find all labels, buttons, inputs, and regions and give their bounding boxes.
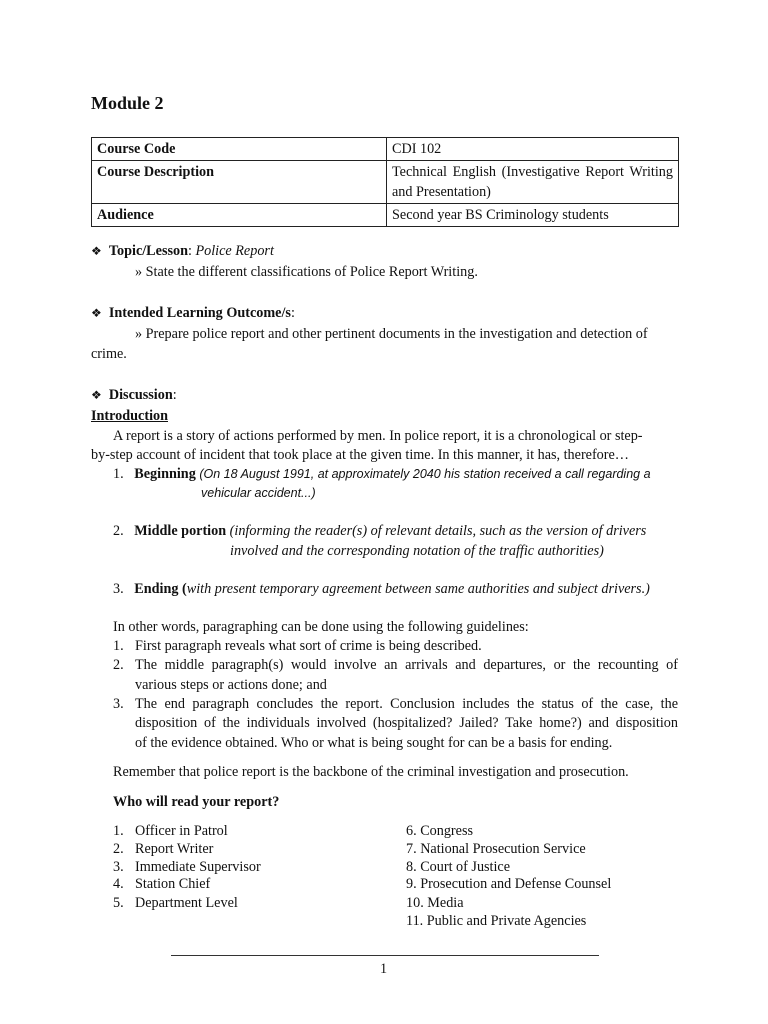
guideline-text: First paragraph reveals what sort of crime is being described. — [135, 638, 482, 654]
diamond-bullet-icon: ❖ — [91, 388, 102, 402]
part-description: (informing the reader(s) of relevant details, such as the version of drivers — [229, 523, 647, 539]
outcome-text-line1: » Prepare police report and other pertinent documents in the investigation and detection of — [135, 326, 648, 342]
discussion-label: Discussion — [108, 387, 173, 403]
reader-item: 6. Congress — [406, 823, 473, 839]
part-description: (On 18 August 1991, at approximately 2040 his station received a call regarding a — [199, 467, 651, 481]
table-row — [92, 161, 679, 204]
introduction-line2: by-step account of incident that took place at the given time. In this manner, it has, therefore… — [91, 447, 629, 463]
guideline-text: The end paragraph concludes the report. Conclusion includes the status of the case, the — [135, 696, 678, 712]
part-label: Beginning — [134, 466, 196, 482]
guideline-text: disposition of the individuals involved (hospitalized? Jailed? Take home?) and disposition — [135, 715, 678, 731]
guideline-number: 2. — [113, 657, 124, 673]
part-open-paren: ( — [178, 581, 187, 597]
audience-label: Audience — [92, 204, 387, 227]
guideline-text: The middle paragraph(s) would involve an arrivals and departures, or the recounting of — [135, 657, 678, 673]
part-number: 3. — [113, 581, 124, 597]
reader-item: Officer in Patrol — [135, 823, 228, 839]
table-row — [92, 138, 679, 161]
reader-number: 1. — [113, 823, 124, 839]
page-number: 1 — [380, 961, 388, 977]
part-label: Middle portion — [134, 523, 227, 539]
course-description-label: Course Description — [92, 161, 387, 204]
outcome-text-line2: crime. — [91, 346, 127, 362]
reader-item: 7. National Prosecution Service — [406, 841, 586, 857]
introduction-heading: Introduction — [91, 408, 168, 424]
part-ending — [113, 581, 650, 598]
guideline-text: various steps or actions done; and — [135, 677, 327, 693]
discussion-line — [91, 387, 177, 404]
topic-value: Police Report — [195, 243, 274, 259]
course-code-value: CDI 102 — [387, 138, 679, 161]
outcome-label: Intended Learning Outcome/s — [108, 305, 291, 321]
guideline-text: of the evidence obtained. Who or what is being sought for can be a basis for ending. — [135, 735, 613, 751]
reader-item: 9. Prosecution and Defense Counsel — [406, 876, 612, 892]
part-label: Ending — [134, 581, 179, 597]
diamond-bullet-icon: ❖ — [91, 244, 102, 258]
reader-item: 10. Media — [406, 895, 464, 911]
reader-item: Report Writer — [135, 841, 214, 857]
guidelines-intro: In other words, paragraphing can be done using the following guidelines: — [113, 619, 529, 635]
module-title: Module 2 — [91, 93, 164, 113]
part-description: with present temporary agreement between same authorities and subject drivers.) — [186, 581, 650, 597]
table-row — [92, 204, 679, 227]
reader-number: 3. — [113, 859, 124, 875]
footer-rule — [171, 955, 599, 956]
topic-label: Topic/Lesson — [108, 243, 188, 259]
reader-number: 5. — [113, 895, 124, 911]
part-description-cont — [230, 543, 604, 560]
course-description-value: Technical English (Investigative Report Writing and Presentation) — [387, 161, 679, 204]
readers-heading: Who will read your report? — [113, 794, 280, 810]
course-code-label: Course Code — [92, 138, 387, 161]
part-number: 1. — [113, 466, 124, 482]
audience-value: Second year BS Criminology students — [387, 204, 679, 227]
reader-number: 4. — [113, 876, 124, 892]
topic-sub: » State the different classifications of Police Report Writing. — [135, 264, 478, 280]
topic-colon: : — [187, 243, 192, 259]
part-number: 2. — [113, 523, 124, 539]
course-info-table — [91, 137, 679, 227]
outcome-colon: : — [290, 305, 295, 321]
reader-item: 11. Public and Private Agencies — [406, 913, 587, 929]
part-middle — [113, 523, 646, 540]
part-description-cont: vehicular accident...) — [201, 486, 316, 500]
reader-item: Department Level — [135, 895, 238, 911]
reader-number: 2. — [113, 841, 124, 857]
reader-item: Station Chief — [135, 876, 211, 892]
remember-text: Remember that police report is the backbone of the criminal investigation and prosecution. — [113, 764, 629, 780]
introduction-line1: A report is a story of actions performed by men. In police report, it is a chronological or step- — [113, 428, 643, 444]
reader-item: Immediate Supervisor — [135, 859, 261, 875]
guideline-number: 3. — [113, 696, 124, 712]
reader-item: 8. Court of Justice — [406, 859, 511, 875]
part-description-text: involved and the corresponding notation of the traffic authorities) — [230, 543, 604, 559]
part-beginning — [113, 466, 651, 483]
outcome-line — [91, 305, 295, 322]
discussion-colon: : — [172, 387, 177, 403]
guideline-number: 1. — [113, 638, 124, 654]
topic-line — [91, 243, 274, 260]
diamond-bullet-icon: ❖ — [91, 306, 102, 320]
